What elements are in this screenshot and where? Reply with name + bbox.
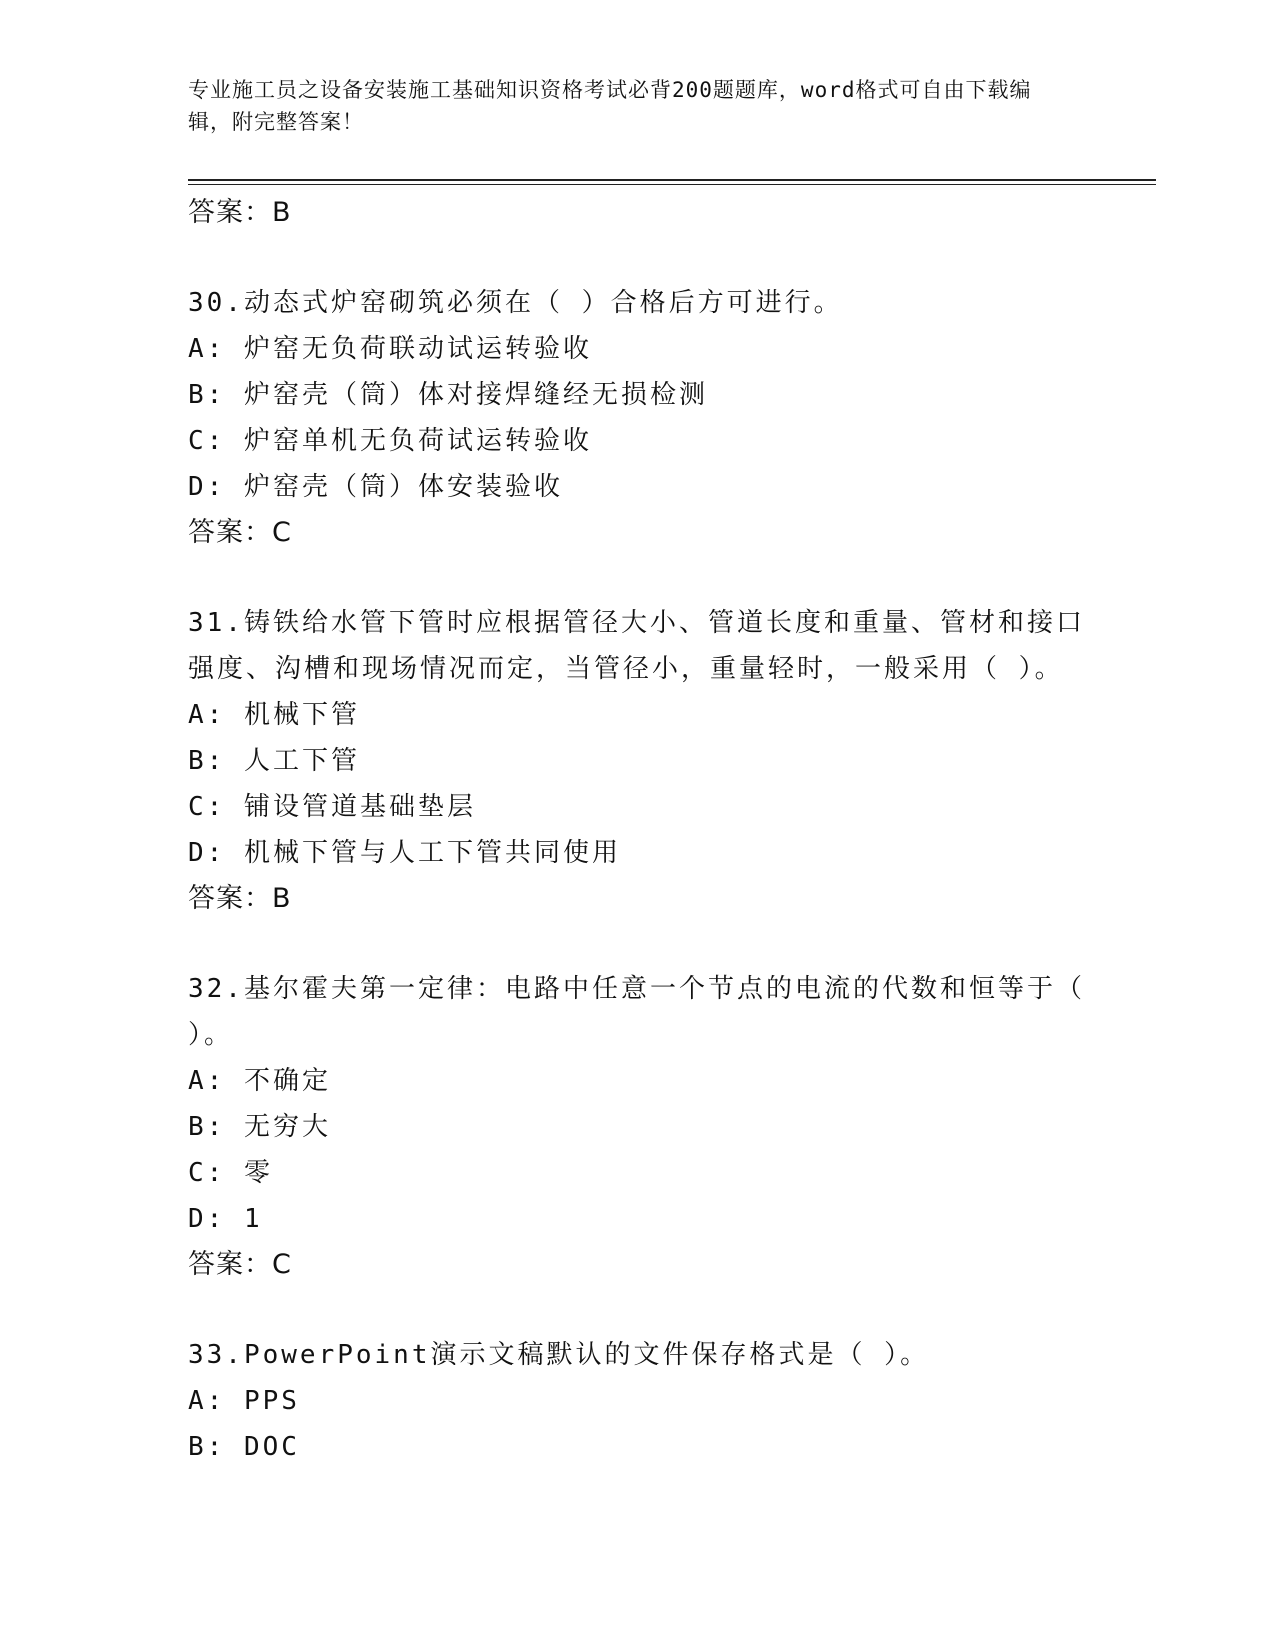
document-body [188,190,1088,1470]
option-b: B: 人工下管 [188,746,360,776]
option-d: D: 炉窑壳（筒）体安装验收 [188,472,563,502]
option-a: A: 不确定 [188,1066,331,1096]
option-c: C: 铺设管道基础垫层 [188,792,476,822]
question-stem: 30.动态式炉窑砌筑必须在（ ）合格后方可进行。 [188,288,843,318]
header-rule-thin [188,184,1156,185]
option-c: C: 炉窑单机无负荷试运转验收 [188,426,592,456]
answer-line: 答案：C [188,517,292,548]
question-32 [188,966,1088,1288]
option-b: B: DOC [188,1432,300,1462]
answer-line: 答案：B [188,883,292,914]
question-31 [188,600,1088,922]
answer-line: 答案：B [188,197,292,228]
header-rule-thick [188,179,1156,181]
option-a: A: PPS [188,1386,300,1416]
option-a: A: 炉窑无负荷联动试运转验收 [188,334,592,364]
option-c: C: 零 [188,1158,273,1188]
page-header: 专业施工员之设备安装施工基础知识资格考试必背200题题库，word格式可自由下载编辑，附完整答案！ [188,78,1032,134]
answer-line: 答案：C [188,1249,292,1280]
option-d: D: 机械下管与人工下管共同使用 [188,838,621,868]
option-b: B: 无穷大 [188,1112,331,1142]
option-b: B: 炉窑壳（筒）体对接焊缝经无损检测 [188,380,708,410]
option-d: D: 1 [188,1204,263,1234]
question-stem: 33.PowerPoint演示文稿默认的文件保存格式是（ ）。 [188,1340,930,1370]
question-stem: 31.铸铁给水管下管时应根据管径大小、管道长度和重量、管材和接口强度、沟槽和现场情况而定，当管径小，重量轻时，一般采用（ ）。 [188,608,1085,684]
option-a: A: 机械下管 [188,700,360,730]
question-stem: 32.基尔霍夫第一定律：电路中任意一个节点的电流的代数和恒等于（ ）。 [188,974,1085,1050]
question-30 [188,280,1088,556]
question-33 [188,1332,1088,1470]
